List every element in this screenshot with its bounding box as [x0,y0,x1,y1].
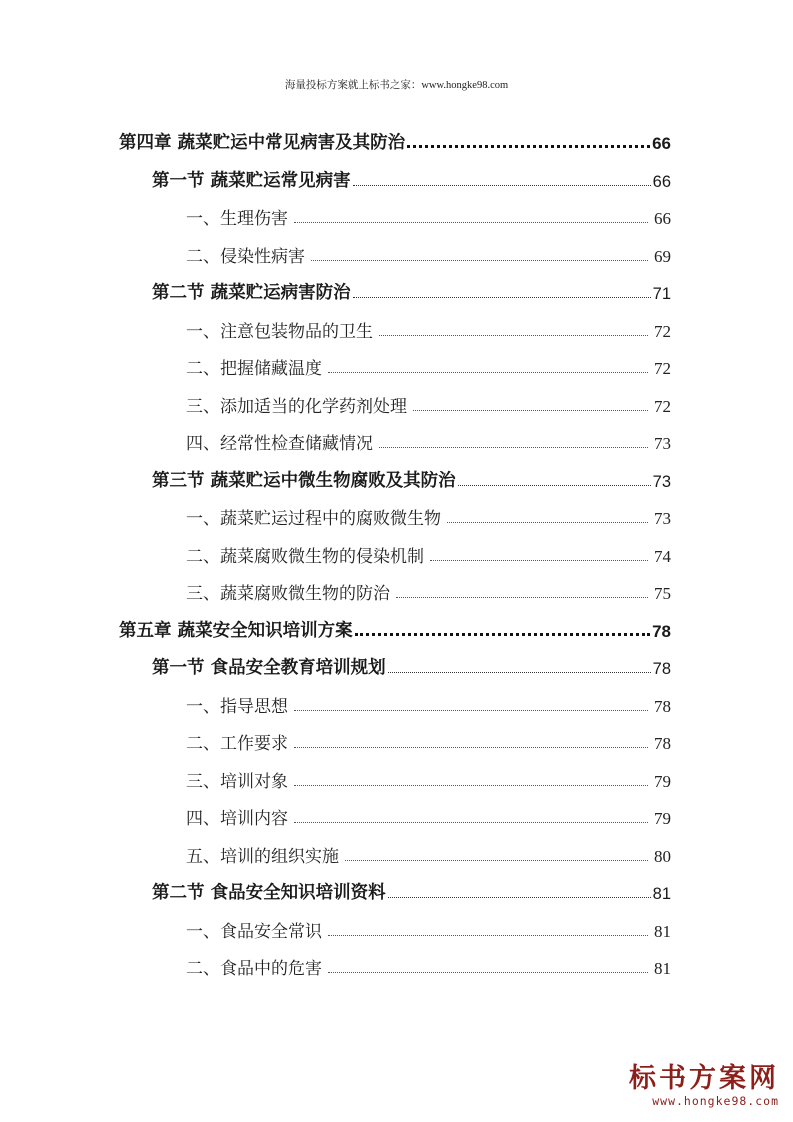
toc-entry-level-3[interactable] [186,424,671,454]
toc-entry-page-number: 73 [654,509,671,528]
toc-leader-dots [413,409,648,411]
toc-leader-dots [355,632,650,636]
toc-entry-title: 一、食品安全常识 [186,921,322,942]
logo-mark: 标书方案网 [629,1063,779,1094]
toc-entry-level-3[interactable] [186,387,671,417]
toc-entry-level-1[interactable] [119,124,671,154]
toc-entry-page-number: 81 [654,959,671,978]
toc-leader-dots [328,934,648,936]
toc-leader-dots [458,484,651,486]
toc-entry-page-number: 78 [654,696,671,716]
toc-entry-page-number: 75 [654,584,671,603]
toc-entry-title: 四、经常性检查储藏情况 [186,434,373,454]
toc-entry-level-2[interactable] [152,274,671,304]
toc-entry-page-number: 78 [652,660,671,678]
toc-entry-title: 三、添加适当的化学药剂处理 [186,396,407,417]
toc-entry-title: 第一节 食品安全教育培训规划 [152,658,386,678]
toc-entry-title: 第五章 蔬菜安全知识培训方案 [119,620,353,641]
toc-entry-level-2[interactable] [152,649,671,679]
toc-entry-level-1[interactable] [119,612,671,642]
toc-entry-page-number: 66 [654,209,671,228]
toc-entry-page-number: 78 [654,734,671,753]
toc-entry-level-3[interactable] [186,949,671,979]
toc-entry-title: 二、把握储藏温度 [186,359,322,379]
toc-entry-page-number: 79 [654,771,671,791]
toc-entry-title: 一、蔬菜贮运过程中的腐败微生物 [186,509,441,529]
toc-entry-level-3[interactable] [186,199,671,229]
toc-entry-level-2[interactable] [152,462,671,492]
toc-entry-title: 第一节 蔬菜贮运常见病害 [152,170,351,191]
toc-leader-dots [311,259,648,261]
toc-leader-dots [294,709,648,711]
toc-leader-dots [345,859,648,861]
toc-entry-page-number: 81 [652,885,671,903]
toc-entry-page-number: 78 [652,621,671,641]
toc-leader-dots [407,144,650,148]
toc-leader-dots [388,671,651,673]
toc-entry-page-number: 72 [654,321,671,341]
page-header: 海量投标方案就上标书之家：www.hongke98.com [284,80,509,91]
toc-entry-page-number: 74 [654,546,671,566]
watermark-logo [619,1064,779,1108]
toc-entry-level-3[interactable] [186,312,671,342]
toc-entry-title: 二、侵染性病害 [186,246,305,267]
toc-leader-dots [328,371,648,373]
toc-entry-title: 五、培训的组织实施 [186,846,339,867]
toc-entry-level-3[interactable] [186,687,671,717]
toc-entry-title: 一、生理伤害 [186,209,288,229]
toc-entry-title: 一、指导思想 [186,696,288,717]
toc-entry-title: 第四章 蔬菜贮运中常见病害及其防治 [119,133,406,153]
toc-entry-level-3[interactable] [186,724,671,754]
toc-leader-dots [388,896,651,898]
toc-entry-title: 第三节 蔬菜贮运中微生物腐败及其防治 [152,470,456,491]
toc-entry-title: 二、工作要求 [186,734,288,754]
toc-entry-title: 第二节 蔬菜贮运病害防治 [152,283,351,303]
toc-entry-level-3[interactable] [186,349,671,379]
toc-leader-dots [379,334,648,336]
toc-leader-dots [294,221,648,223]
toc-leader-dots [353,296,651,298]
toc-entry-level-3[interactable] [186,837,671,867]
toc-entry-page-number: 72 [654,396,671,416]
toc-entry-level-3[interactable] [186,499,671,529]
toc-entry-page-number: 72 [654,359,671,378]
toc-entry-page-number: 79 [654,809,671,828]
toc-leader-dots [294,784,648,786]
toc-entry-title: 一、注意包装物品的卫生 [186,321,373,342]
toc-leader-dots [430,559,648,561]
toc-leader-dots [447,521,648,523]
toc-entry-title: 二、食品中的危害 [186,959,322,979]
toc-leader-dots [396,596,648,598]
toc-entry-page-number: 80 [654,846,671,866]
toc-leader-dots [328,971,648,973]
toc-leader-dots [294,746,648,748]
toc-entry-title: 第二节 食品安全知识培训资料 [152,883,386,903]
toc-entry-level-2[interactable] [152,874,671,904]
toc-entry-level-3[interactable] [186,537,671,567]
toc-entry-title: 二、蔬菜腐败微生物的侵染机制 [186,546,424,567]
toc-entry-level-3[interactable] [186,762,671,792]
toc-entry-page-number: 71 [652,285,671,303]
toc-entry-page-number: 69 [654,246,671,266]
toc-leader-dots [353,184,651,186]
toc-entry-level-3[interactable] [186,574,671,604]
toc-entry-level-2[interactable] [152,162,671,192]
toc-entry-page-number: 66 [652,134,671,153]
toc-entry-level-3[interactable] [186,799,671,829]
toc-entry-page-number: 73 [652,472,671,491]
toc-entry-title: 三、蔬菜腐败微生物的防治 [186,584,390,604]
toc-entry-level-3[interactable] [186,237,671,267]
toc-entry-title: 四、培训内容 [186,809,288,829]
toc-leader-dots [379,446,648,448]
toc-entry-page-number: 73 [654,434,671,453]
toc-entry-page-number: 81 [654,921,671,941]
toc-leader-dots [294,821,648,823]
toc-entry-page-number: 66 [652,172,671,191]
logo-url: www.hongke98.com [652,1094,779,1108]
toc-entry-title: 三、培训对象 [186,771,288,792]
toc-entry-level-3[interactable] [186,912,671,942]
